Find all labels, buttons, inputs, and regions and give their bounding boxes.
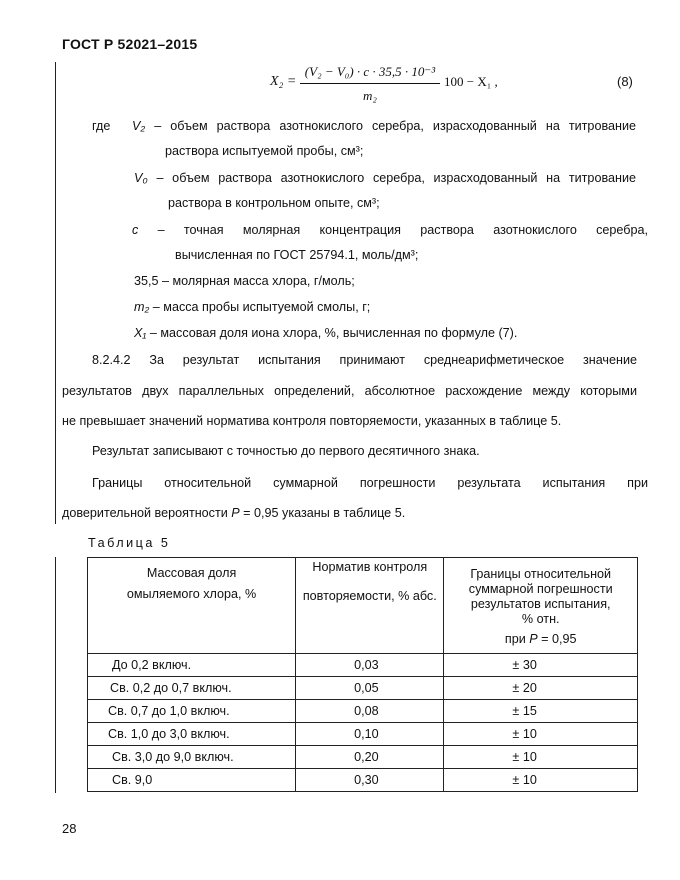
para-precision: Результат записывают с точностью до первого десятичного знака. xyxy=(92,444,480,458)
cell-range-text: Св. 0,7 до 1,0 включ. xyxy=(108,704,230,718)
cell-norm-text: 0,30 xyxy=(354,773,379,787)
cell-bounds-text: ± 10 xyxy=(512,750,537,764)
header-col3-before: при xyxy=(504,632,530,646)
header-col3-after: = 0,95 xyxy=(537,632,577,646)
formula-fraction xyxy=(300,62,440,103)
header-col3-line1: Границы относительной xyxy=(470,567,612,581)
header-col1-line1: Массовая доля xyxy=(146,566,237,580)
table-caption: Таблица 5 xyxy=(88,536,171,550)
cell-range xyxy=(88,769,296,792)
formula-fraction-bar xyxy=(300,83,440,84)
para-error-bounds-before: доверительной вероятности xyxy=(62,506,232,520)
header-mass-fraction xyxy=(88,558,296,654)
margin-line-top xyxy=(55,62,56,524)
def-v0-text: – объем раствора азотнокислого серебра, израсходованный на титрование xyxy=(156,171,636,185)
def-molar-mass: 35,5 – молярная масса хлора, г/моль; xyxy=(134,274,355,288)
cell-bounds xyxy=(444,654,638,677)
para-error-bounds-line2 xyxy=(62,505,405,521)
cell-bounds-text: ± 10 xyxy=(512,727,537,741)
cell-range-text: До 0,2 включ. xyxy=(112,658,192,672)
cell-norm xyxy=(296,700,444,723)
cell-range xyxy=(88,677,296,700)
cell-range xyxy=(88,723,296,746)
def-v2-line2: раствора испытуемой пробы, см³; xyxy=(165,144,364,158)
cell-bounds-text: ± 15 xyxy=(512,704,537,718)
table-row xyxy=(88,700,638,723)
cell-norm-text: 0,03 xyxy=(354,658,379,672)
cell-bounds xyxy=(444,769,638,792)
header-repeatability xyxy=(296,558,444,654)
def-c-text: – точная молярная концентрация раствора азотнокислого серебра, xyxy=(157,223,649,237)
para-8-2-4-2-line2: результатов двух параллельных определений, абсолютное расхождение между которыми xyxy=(62,384,637,398)
table-row xyxy=(88,654,638,677)
para-error-bounds-after: = 0,95 указаны в таблице 5. xyxy=(239,506,406,520)
cell-bounds xyxy=(444,700,638,723)
header-col3-line3: результатов испытания, xyxy=(470,597,611,611)
def-m2-text: – масса пробы испытуемой смолы, г; xyxy=(152,300,371,314)
formula-denominator: m₂ xyxy=(363,88,377,103)
cell-range-text: Св. 0,2 до 0,7 включ. xyxy=(110,681,232,695)
header-col2-line1: Норматив контроля xyxy=(312,560,428,574)
para-8-2-4-2-line3: не превышает значений норматива контроля повторяемости, указанных в таблице 5. xyxy=(62,414,562,428)
def-x1-symbol: X₁ xyxy=(134,326,147,340)
formula-numerator: (V₂ − V₀) · c · 35,5 · 10⁻³ xyxy=(304,64,436,79)
table-row xyxy=(88,723,638,746)
header-col3-var: P xyxy=(529,632,538,646)
def-v0-line2: раствора в контрольном опыте, см³; xyxy=(168,196,380,210)
def-c-line1 xyxy=(132,222,648,238)
cell-norm-text: 0,05 xyxy=(354,681,379,695)
def-v0-symbol: V₀ xyxy=(134,171,148,185)
table-row xyxy=(88,769,638,792)
def-c-symbol: c xyxy=(132,223,139,237)
header-col3-line5 xyxy=(444,627,637,647)
header-col3-line4: % отн. xyxy=(521,612,560,626)
header-error-bounds xyxy=(444,558,638,654)
page-number: 28 xyxy=(62,821,77,836)
header-col1-line2: омыляемого хлора, % xyxy=(126,587,257,601)
def-x1-text: – массовая доля иона хлора, %, вычисленная по формуле (7). xyxy=(149,326,518,340)
para-error-bounds-line1: Границы относительной суммарной погрешности результата испытания при xyxy=(92,476,648,490)
def-m2 xyxy=(134,299,370,315)
def-v2-symbol: V₂ xyxy=(132,119,146,133)
formula-rhs: 100 − X₁ , xyxy=(444,74,498,89)
where-label: где xyxy=(92,119,111,133)
cell-norm-text: 0,20 xyxy=(354,750,379,764)
formula-number: (8) xyxy=(617,74,633,89)
table-header-row xyxy=(88,558,638,654)
cell-bounds-text: ± 20 xyxy=(512,681,537,695)
cell-bounds-text: ± 30 xyxy=(512,658,537,672)
cell-norm xyxy=(296,769,444,792)
cell-bounds xyxy=(444,723,638,746)
def-v2-line1 xyxy=(132,118,636,134)
cell-range-text: Св. 1,0 до 3,0 включ. xyxy=(108,727,230,741)
cell-norm xyxy=(296,746,444,769)
para-8-2-4-2-line1: 8.2.4.2 За результат испытания принимают среднеарифметическое значение xyxy=(92,353,637,367)
header-col3-line2: суммарной погрешности xyxy=(468,582,613,596)
table-row xyxy=(88,677,638,700)
cell-range xyxy=(88,654,296,677)
cell-norm xyxy=(296,723,444,746)
cell-range xyxy=(88,746,296,769)
cell-norm-text: 0,08 xyxy=(354,704,379,718)
cell-range-text: Св. 9,0 xyxy=(112,773,153,787)
def-x1 xyxy=(134,325,517,341)
cell-range xyxy=(88,700,296,723)
cell-norm xyxy=(296,654,444,677)
cell-range-text: Св. 3,0 до 9,0 включ. xyxy=(112,750,234,764)
def-v2-text: – объем раствора азотнокислого серебра, израсходованный на титрование xyxy=(154,119,636,133)
header-col2-line2: повторяемости, % абс. xyxy=(302,589,437,603)
cell-bounds xyxy=(444,677,638,700)
cell-bounds xyxy=(444,746,638,769)
formula-lhs: X₂ = xyxy=(270,74,297,89)
formula-8 xyxy=(270,62,650,108)
cell-bounds-text: ± 10 xyxy=(512,773,537,787)
def-m2-symbol: m₂ xyxy=(134,300,150,314)
table-5 xyxy=(87,557,638,792)
def-c-line2: вычисленная по ГОСТ 25794.1, моль/дм³; xyxy=(175,248,419,262)
page-header: ГОСТ Р 52021–2015 xyxy=(62,36,198,52)
cell-norm xyxy=(296,677,444,700)
margin-line-bottom xyxy=(55,557,56,793)
cell-norm-text: 0,10 xyxy=(354,727,379,741)
table-row xyxy=(88,746,638,769)
def-v0-line1 xyxy=(134,170,636,186)
para-error-bounds-var: P xyxy=(231,506,240,520)
